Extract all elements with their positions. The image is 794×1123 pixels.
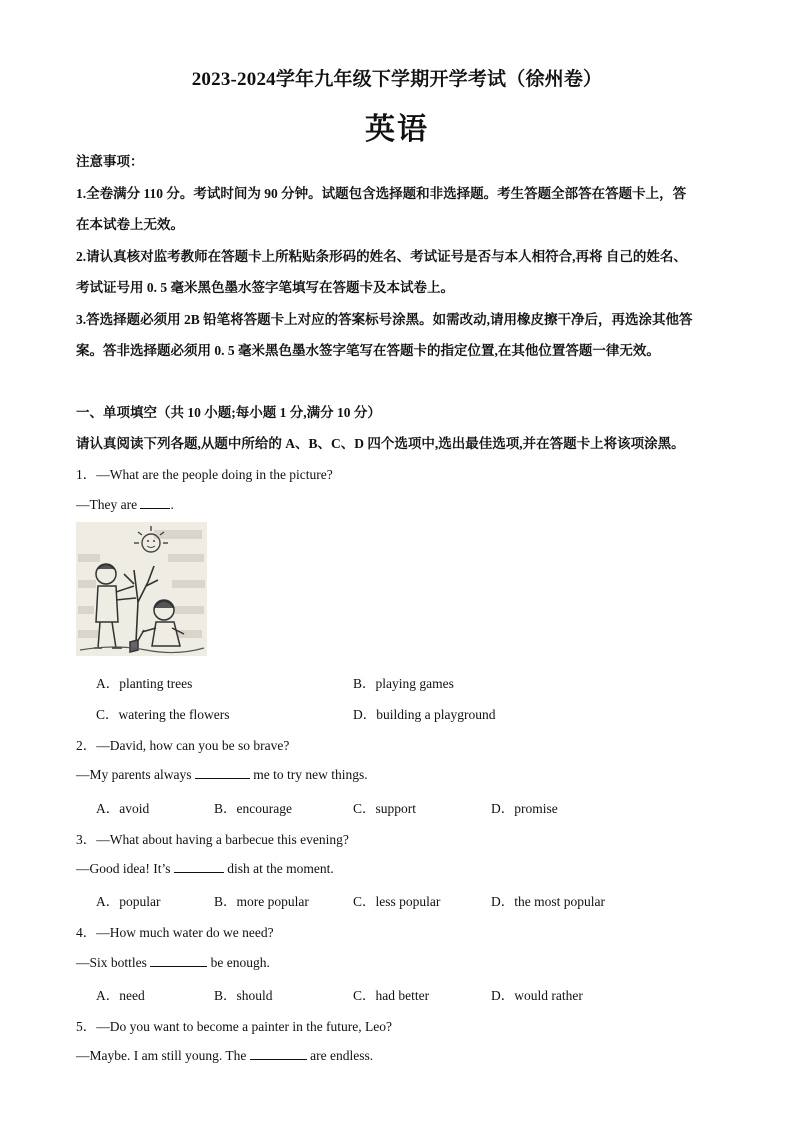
option-4b: B．should	[214, 988, 273, 1003]
answer-line-4	[76, 953, 270, 971]
answer-5-suffix: are endless.	[306, 1048, 374, 1063]
option-1c: C．watering the flowers	[96, 707, 230, 722]
answer-4-prefix: —Six bottles	[76, 955, 151, 970]
answer-blank-4	[150, 953, 207, 967]
notice-item-1-line-1: 1.全卷满分 110 分。考试时间为 90 分钟。试题包含选择题和非选择题。考生答题全部答在答题卡上，答	[76, 186, 687, 201]
option-1b: B．playing games	[353, 676, 454, 691]
option-2b: B．encourage	[214, 801, 292, 816]
answer-3-suffix: dish at the moment.	[223, 861, 334, 876]
section-heading: 一、单项填空（共 10 小题;每小题 1 分,满分 10 分）	[76, 405, 381, 420]
notice-item-2-line-2: 考试证号用 0. 5 毫米黑色墨水签字笔填写在答题卡及本试卷上。	[76, 280, 454, 295]
option-4c: C．had better	[353, 988, 430, 1003]
answer-blank-1	[140, 495, 170, 509]
answer-2-suffix: me to try new things.	[249, 767, 368, 782]
option-1d: D．building a playground	[353, 707, 496, 722]
question-1: 1．—What are the people doing in the picture?	[76, 467, 333, 482]
answer-line-1	[76, 495, 174, 513]
notice-item-2-line-1: 2.请认真核对监考教师在答题卡上所粘贴条形码的姓名、考试证号是否与本人相符合,再将 自己的姓名、	[76, 249, 687, 264]
answer-line-5	[76, 1046, 373, 1064]
notice-item-3-line-1: 3.答选择题必须用 2B 铅笔将答题卡上对应的答案标号涂黑。如需改动,请用橡皮擦干净后，再选涂其他答	[76, 312, 693, 327]
subject-title: 英语	[365, 113, 429, 146]
exam-title: 2023-2024学年九年级下学期开学考试（徐州卷）	[191, 69, 603, 90]
question-5: 5．—Do you want to become a painter in the future, Leo?	[76, 1019, 393, 1034]
answer-blank-2	[195, 765, 250, 779]
option-3b: B．more popular	[214, 894, 309, 909]
notice-item-1-line-2: 在本试卷上无效。	[76, 217, 184, 232]
option-4a: A．need	[96, 988, 145, 1003]
option-3a: A．popular	[96, 894, 161, 909]
question-4: 4．—How much water do we need?	[76, 925, 274, 940]
answer-line-3	[76, 859, 334, 877]
answer-blank-5	[250, 1046, 307, 1060]
option-3c: C．less popular	[353, 894, 441, 909]
answer-2-prefix: —My parents always	[76, 767, 195, 782]
tree-planting-illustration	[76, 522, 207, 656]
answer-3-prefix: —Good idea! It’s	[76, 861, 174, 876]
answer-line-2	[76, 765, 368, 783]
question-3: 3．—What about having a barbecue this evening?	[76, 832, 349, 847]
option-4d: D．would rather	[491, 988, 583, 1003]
answer-4-suffix: be enough.	[207, 955, 270, 970]
option-3d: D．the most popular	[491, 894, 605, 909]
option-2d: D．promise	[491, 801, 558, 816]
option-2c: C．support	[353, 801, 417, 816]
question-2: 2．—David, how can you be so brave?	[76, 738, 290, 753]
answer-5-prefix: —Maybe. I am still young. The	[76, 1048, 250, 1063]
answer-1-suffix: .	[170, 497, 174, 512]
notice-heading: 注意事项：	[76, 154, 144, 169]
section-instruction: 请认真阅读下列各题,从题中所给的 A、B、C、D 四个选项中,选出最佳选项,并在答题卡上将该项涂黑。	[76, 436, 685, 451]
option-1a: A．planting trees	[96, 676, 193, 691]
option-2a: A．avoid	[96, 801, 150, 816]
answer-blank-3	[174, 859, 224, 873]
answer-1-prefix: —They are	[76, 497, 141, 512]
notice-item-3-line-2: 案。答非选择题必须用 0. 5 毫米黑色墨水签字笔写在答题卡的指定位置,在其他位置答题一律无效。	[76, 343, 660, 358]
